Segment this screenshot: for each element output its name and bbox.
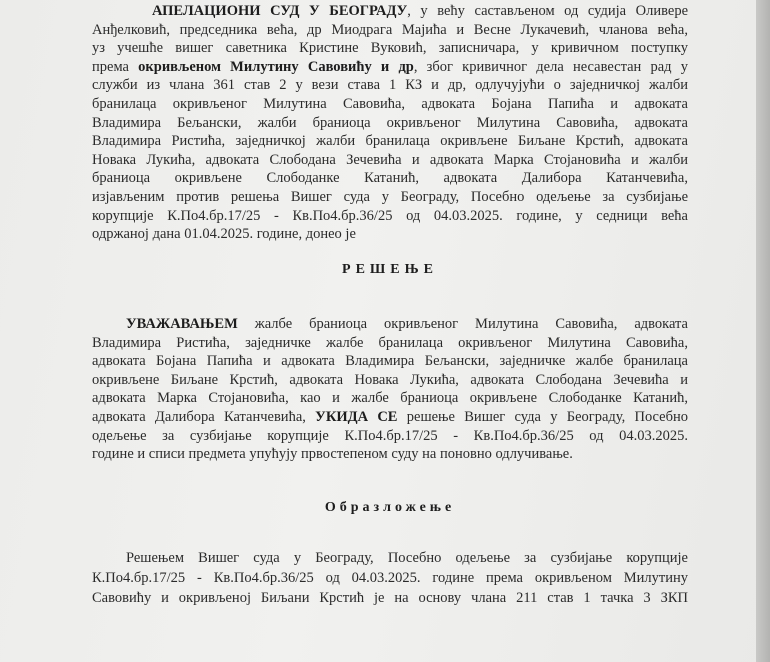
page-edge-shadow	[756, 0, 770, 662]
decision-lead: УВАЖАВАЊЕМ	[126, 316, 238, 332]
reasoning-line: К.По4.бр.17/25 - Кв.По4.бр.36/25 од 04.03.2025. године према окривљеном Милутину	[92, 570, 688, 586]
decision-paragraph	[92, 315, 688, 464]
decision-line: године и списи предмета упућују првостепеном суду на поновно одлучивање.	[92, 446, 573, 463]
intro-line: одржаној дана 01.04.2025. године, донео је	[92, 226, 356, 243]
decision-line: адвоката Бојана Папића и адвоката Владимира Бељански, заједничке жалбе бранилаца	[92, 353, 688, 370]
reasoning-paragraph	[92, 548, 688, 608]
decision-line: адвоката Марка Стојановића, као и жалбе браниоца окривљене Слободанке Катанић,	[92, 390, 688, 407]
intro-line: Анђелковић, председника већа, др Миодрага Мајића и Весне Лукачевић, чланова већа,	[92, 21, 688, 38]
decision-line: окривљене Биљане Крстић, адвоката Новака Лукића, адвоката Слободана Зечевића и	[92, 371, 688, 388]
intro-line: Новака Лукића, адвоката Слободана Зечевића и адвоката Марка Стојановића и жалби	[92, 151, 688, 168]
intro-paragraph	[92, 2, 688, 244]
intro-line: бранилаца окривљеног Милутина Савовића, адвоката Бојана Папића и адвоката	[92, 95, 688, 112]
intro-line: према окривљеном Милутину Савовићу и др, због кривичног дела несавестан рад у	[92, 58, 688, 75]
decision-line: Владимира Ристића, заједничке жалбе бранилаца окривљеног Милутина Савовића,	[92, 334, 688, 351]
defendant-name: окривљеном Милутину Савовићу и др	[138, 58, 414, 75]
decision-line: УВАЖАВАЊЕМ жалбе браниоца окривљеног Милутина Савовића, адвоката	[126, 316, 688, 332]
intro-line: Владимира Бељански, жалби браниоца окривљеног Милутина Савовића, адвоката	[92, 114, 688, 131]
intro-line: изјављеним против решења Вишег суда у Београду, Посебно одељење за сузбијање	[92, 188, 688, 205]
intro-line: уз учешће вишег саветника Кристине Вуковић, записничара, у кривичном поступку	[92, 40, 688, 57]
intro-line: АПЕЛАЦИОНИ СУД У БЕОГРАДУ, у већу састављеном од судија Оливере	[152, 3, 688, 19]
decision-heading: РЕШЕЊЕ	[342, 262, 438, 277]
intro-line: служби из члана 361 став 2 у вези става 1 КЗ и др, одлучујући о заједничкој жалби	[92, 77, 688, 94]
reasoning-line: Савовићу и окривљеној Биљани Крстић је на основу члана 211 став 1 тачка 3 ЗКП	[92, 590, 688, 606]
decision-line: одељење за сузбијање корупције К.По4.бр.17/25 - Кв.По4.бр.36/25 од 04.03.2025.	[92, 427, 688, 444]
court-name: АПЕЛАЦИОНИ СУД У БЕОГРАДУ	[152, 3, 408, 19]
decision-line: адвоката Далибора Катанчевића, УКИДА СЕ решење Вишег суда у Београду, Посебно	[92, 408, 688, 425]
intro-line: Владимира Ристића, заједничкој жалби бранилаца окривљене Биљане Крстић, адвоката	[92, 133, 688, 150]
ukida-se: УКИДА СЕ	[315, 408, 398, 425]
intro-line: браниоца окривљене Слободанке Катанић, адвоката Далибора Катанчевића,	[92, 170, 688, 187]
intro-line: корупције К.По4.бр.17/25 - Кв.По4.бр.36/25 од 04.03.2025. године, у седници већа	[92, 207, 688, 224]
reasoning-heading: Образложење	[324, 500, 456, 515]
reasoning-line: Решењем Вишег суда у Београду, Посебно одељење за сузбијање корупције	[126, 550, 688, 566]
